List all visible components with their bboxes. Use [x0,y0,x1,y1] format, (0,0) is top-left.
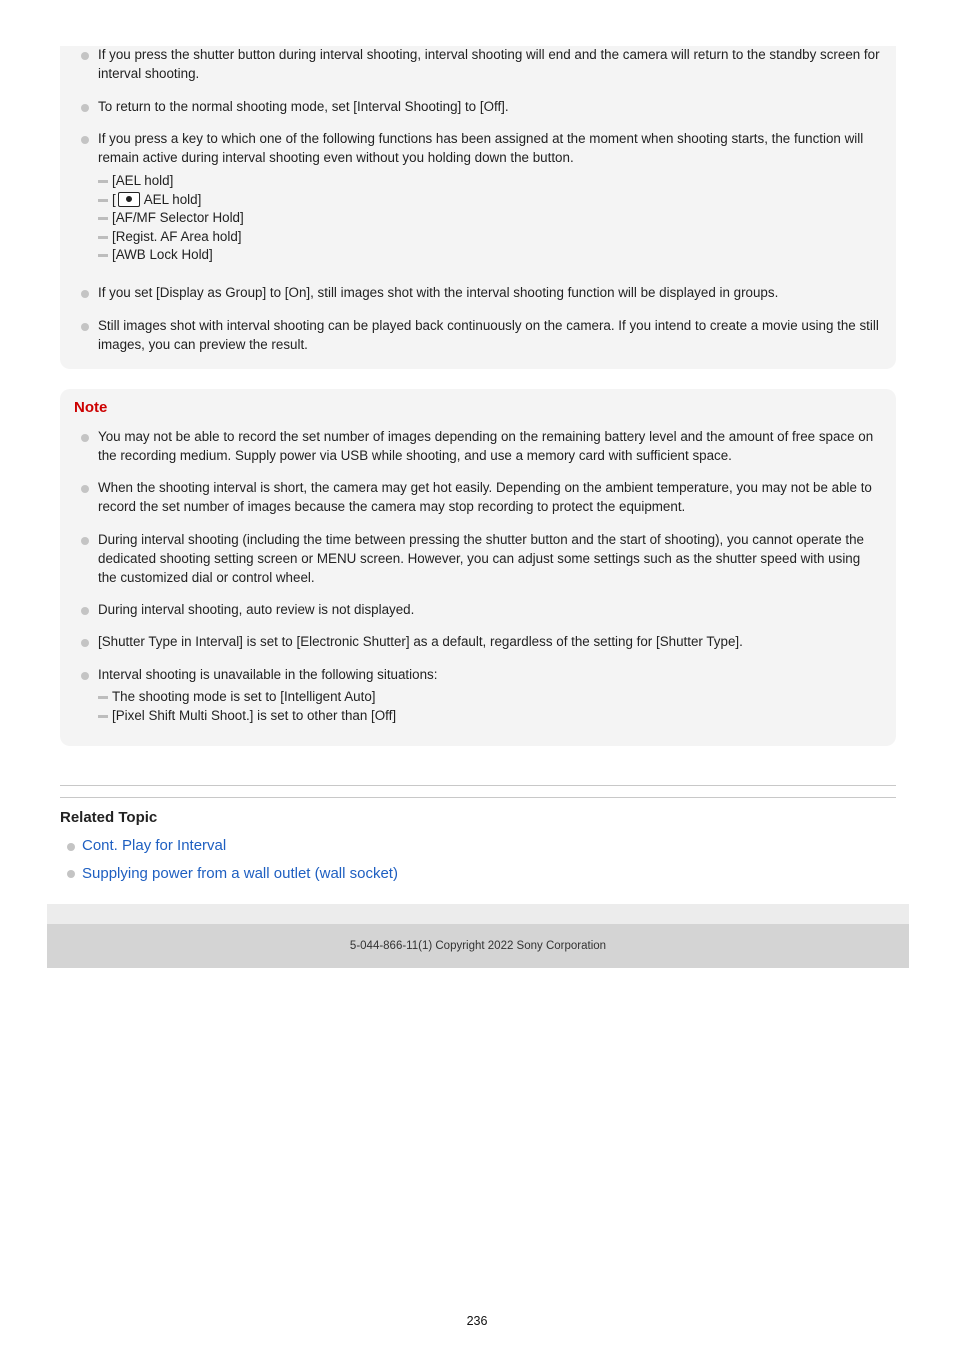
function-label-prefix: [ [112,191,116,207]
footer [47,924,909,968]
function-label: [AEL hold] [112,173,174,188]
hint-item: If you set [Display as Group] to [On], still images shot with the interval shooting function will be displayed in groups. [98,283,881,302]
divider [60,785,896,786]
bullet-icon [67,870,75,878]
dash-icon [98,217,108,220]
hint-item: If you press a key to which one of the following functions has been assigned at the moment when shooting starts, the function will remain active during interval shooting even without you holding down the button. [98,129,881,167]
note-item: Interval shooting is unavailable in the following situations: [98,665,881,684]
note-title: Note [74,399,108,416]
page-number: 236 [466,1314,488,1328]
hint-item: To return to the normal shooting mode, set [Interval Shooting] to [Off]. [98,97,881,116]
function-list [98,172,244,265]
function-item [98,209,244,228]
note-item: When the shooting interval is short, the camera may get hot easily. Depending on the ambient temperature, you may not be able to record the set number of images because the camera may stop recording to protect the equipment. [98,478,881,516]
dash-icon [98,696,108,699]
function-label: [Regist. AF Area hold] [112,228,242,244]
situation-item [98,707,396,726]
footer-band [47,904,909,924]
dash-icon [98,180,108,183]
bullet-icon [67,843,75,851]
note-item: You may not be able to record the set number of images depending on the remaining battery level and the amount of free space on the recording medium. Supply power via USB while shooting, and use a memory card with sufficient space. [98,427,881,465]
related-topic-title: Related Topic [60,809,158,826]
hint-item: If you press the shutter button during interval shooting, interval shooting will end and the camera will return to the standby screen for interval shooting. [98,47,880,81]
function-item [98,191,244,210]
hint-item: Still images shot with interval shooting can be played back continuously on the camera. If you intend to create a movie using the still images, you can preview the result. [98,316,881,354]
copyright-text: 5-044-866-11(1) Copyright 2022 Sony Corporation [349,940,607,952]
dash-icon [98,236,108,239]
dash-icon [98,715,108,718]
function-label: [AF/MF Selector Hold] [112,210,244,226]
function-label: [AWB Lock Hold] [112,247,213,263]
dash-icon [98,199,108,202]
situation-label: The shooting mode is set to [Intelligent Auto] [112,689,376,704]
situation-label: [Pixel Shift Multi Shoot.] is set to other than [Off] [112,707,397,723]
dash-icon [98,254,108,257]
divider [60,797,896,798]
function-item [98,228,244,247]
note-box [60,389,896,746]
situation-list [98,688,396,725]
function-label: AEL hold] [143,191,202,207]
situation-item [98,688,396,707]
note-item: [Shutter Type in Interval] is set to [Electronic Shutter] as a default, regardless of the setting for [Shutter Type]. [98,632,881,651]
function-item [98,246,244,265]
hints-box [60,46,896,369]
function-item [98,172,244,191]
note-item: During interval shooting (including the time between pressing the shutter button and the start of shooting), you cannot operate the dedicated shooting setting screen or MENU screen. However, you can adjust some settings such as the shutter speed with using the customized dial or control wheel. [98,530,881,587]
spot-metering-icon [118,192,140,207]
note-item: During interval shooting, auto review is not displayed. [98,600,881,619]
related-link[interactable]: Supplying power from a wall outlet (wall socket) [82,865,398,882]
related-link[interactable]: Cont. Play for Interval [82,837,227,854]
